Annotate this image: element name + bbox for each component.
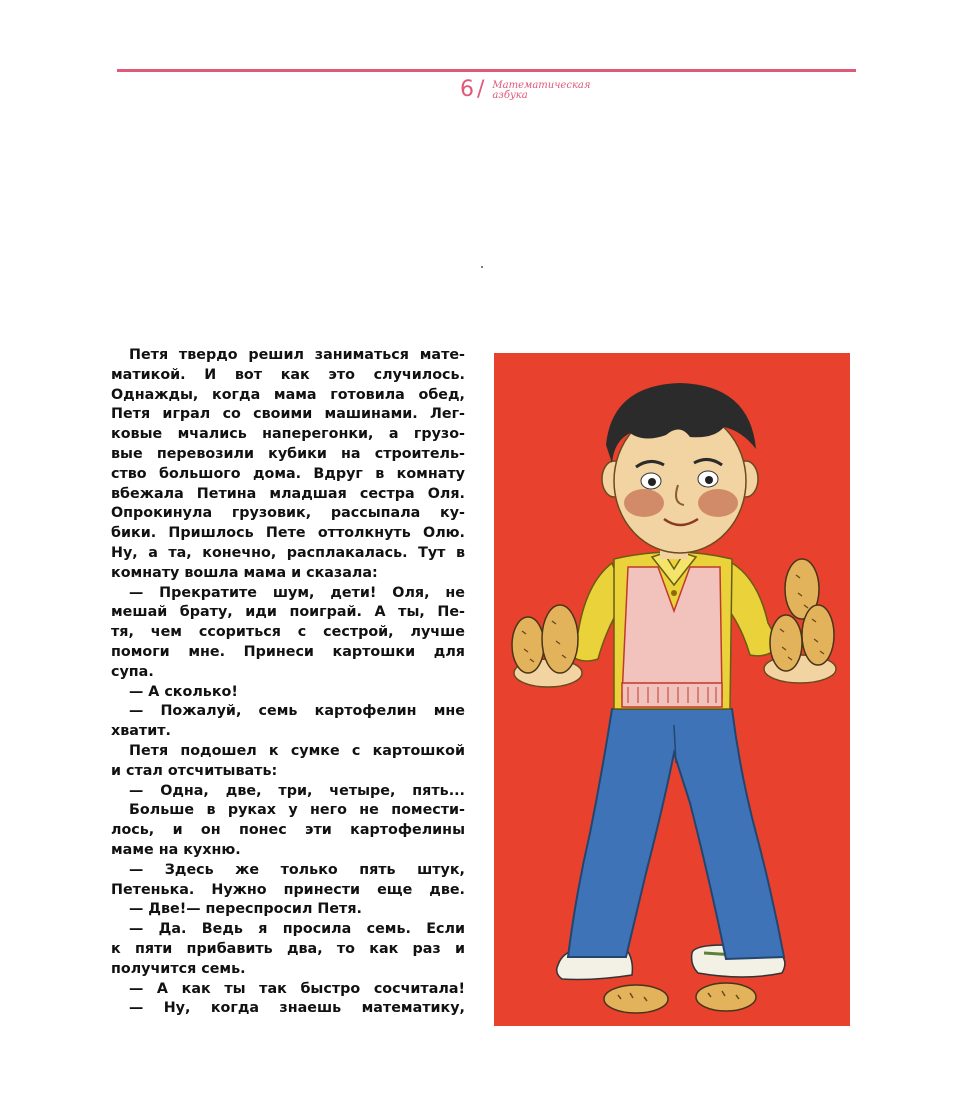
story-line: ковые мчались наперегонки, а грузо- <box>111 426 465 443</box>
section-title-line2: азбука <box>492 90 528 101</box>
vest-band <box>622 683 722 707</box>
section-title-line1: Математическая <box>492 80 591 91</box>
right-pupil <box>705 476 713 484</box>
print-speck <box>481 266 483 268</box>
section-title <box>492 81 602 101</box>
story-line: — Здесь же только пять штук, <box>129 861 465 878</box>
story-line: комнату вошла мама и сказала: <box>111 564 378 581</box>
story-line: — А сколько! <box>129 683 238 700</box>
story-line: хватит. <box>111 723 171 740</box>
header-rule <box>117 69 856 72</box>
story-line: Петенька. Нужно принести еще две. <box>111 881 465 898</box>
story-line: — Одна, две, три, четыре, пять... <box>129 782 465 799</box>
running-header <box>460 78 602 102</box>
right-cheek <box>698 489 738 517</box>
story-line: Петя твердо решил заниматься мате- <box>129 347 465 363</box>
story-line: помоги мне. Принеси картошки для <box>111 643 465 660</box>
story-line: тя, чем ссориться с сестрой, лучше <box>111 624 465 641</box>
story-line: Однажды, когда мама готовила обед, <box>111 386 465 403</box>
boy-with-potatoes-illustration <box>494 353 850 1026</box>
header-slash: / <box>477 77 485 102</box>
story-line: Петя играл со своими машинами. Лег- <box>111 406 465 423</box>
held-potato <box>542 605 578 673</box>
story-line: бики. Пришлось Пете оттолкнуть Олю. <box>111 525 465 542</box>
story-line: лось, и он понес эти картофелины <box>111 822 465 839</box>
story-line: — Две!— переспросил Петя. <box>129 901 362 918</box>
held-potato <box>770 615 802 671</box>
left-pupil <box>648 478 656 486</box>
story-line: и стал отсчитывать: <box>111 762 278 779</box>
left-cheek <box>624 489 664 517</box>
story-line: вые перевозили кубики на строитель- <box>111 445 465 462</box>
story-line: супа. <box>111 663 154 680</box>
story-line: мешай брату, иди поиграй. А ты, Пе- <box>111 604 465 621</box>
story-line: получится семь. <box>111 960 246 977</box>
shirt-button <box>671 590 677 596</box>
story-line: ство большого дома. Вдруг в комнату <box>111 465 465 482</box>
story-line: матикой. И вот как это случилось. <box>111 366 465 383</box>
story-line: маме на кухню. <box>111 841 241 858</box>
story-line: — Прекратите шум, дети! Оля, не <box>129 584 465 601</box>
story-line: Петя подошел к сумке с картошкой <box>129 742 465 759</box>
story-line: — Да. Ведь я просила семь. Если <box>129 921 465 938</box>
story-line: к пяти прибавить два, то как раз и <box>111 940 465 957</box>
story-line: Ну, а та, конечно, расплакалась. Тут в <box>111 544 465 561</box>
story-line: Больше в руках у него не помести- <box>129 802 465 819</box>
held-potato <box>512 617 544 673</box>
floor-potato <box>604 985 668 1013</box>
page-number: 6 <box>460 77 474 102</box>
story-line: — Пожалуй, семь картофелин мне <box>129 703 465 720</box>
floor-potato <box>696 983 756 1011</box>
story-text <box>111 346 465 1019</box>
story-line: Опрокинула грузовик, рассыпала ку- <box>111 505 465 522</box>
story-line: — А как ты так быстро сосчитала! <box>129 980 465 997</box>
story-line: — Ну, когда знаешь математику, <box>129 1000 465 1017</box>
held-potato <box>802 605 834 665</box>
story-line: вбежала Петина младшая сестра Оля. <box>111 485 465 502</box>
